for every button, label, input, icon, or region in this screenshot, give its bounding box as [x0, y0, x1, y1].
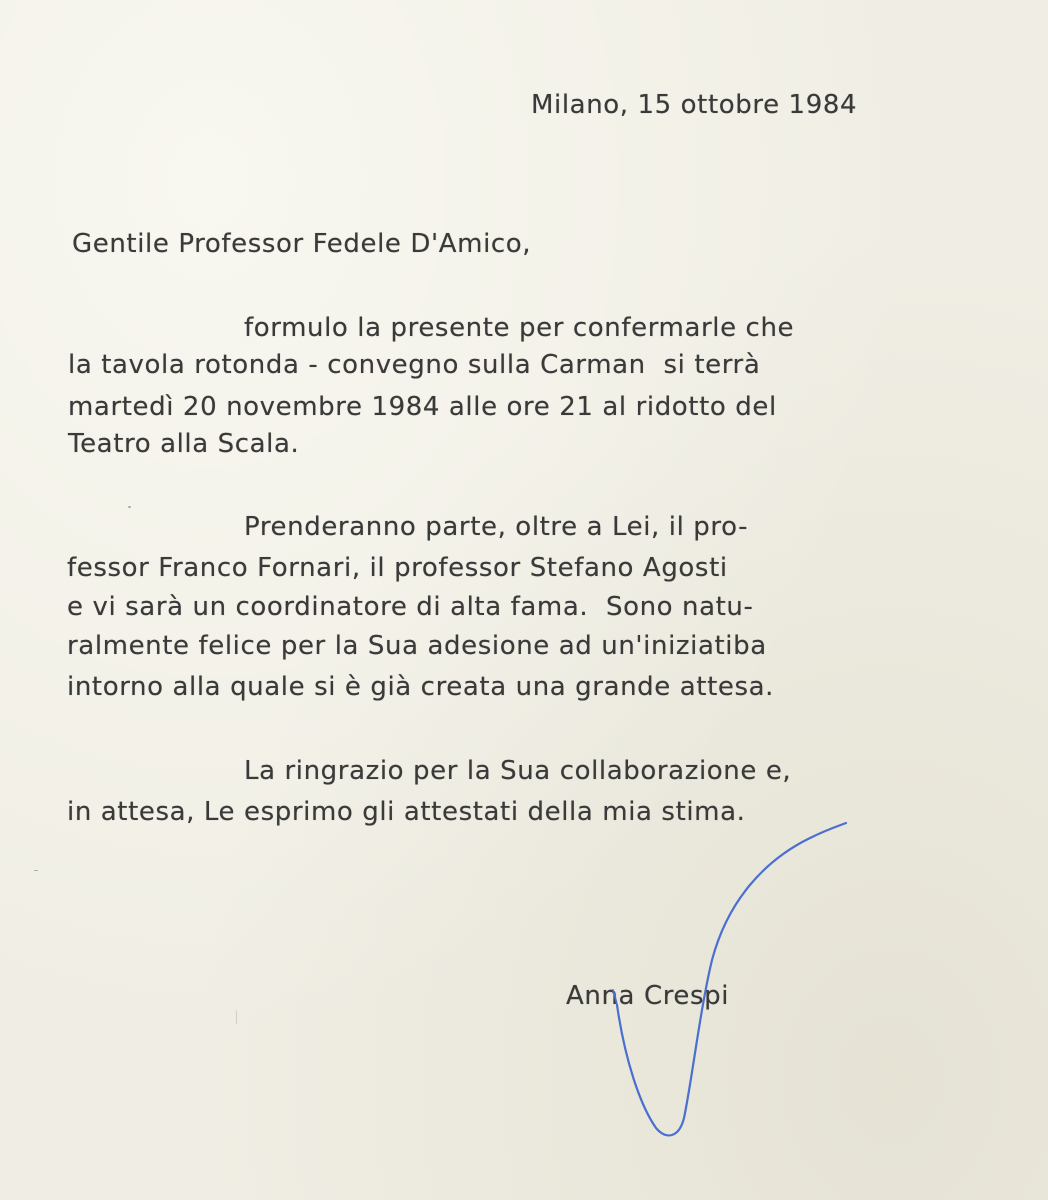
- paper-speck: [128, 506, 131, 508]
- paragraph-line: Teatro alla Scala.: [68, 429, 300, 459]
- salutation: Gentile Professor Fedele D'Amico,: [72, 229, 532, 259]
- signature-stroke: [617, 823, 846, 1135]
- paragraph-line: e vi sarà un coordinatore di alta fama. Sono natu-: [67, 592, 754, 622]
- paragraph-line: formulo la presente per confermarle che: [244, 313, 795, 343]
- paper-speck: [236, 1010, 237, 1024]
- paper-speck: [34, 870, 38, 871]
- paragraph-line: Prenderanno parte, oltre a Lei, il pro-: [244, 512, 749, 542]
- paragraph-line: fessor Franco Fornari, il professor Stefano Agosti: [67, 553, 728, 583]
- paragraph-line: in attesa, Le esprimo gli attestati della mia stima.: [67, 797, 746, 827]
- paragraph-line: La ringrazio per la Sua collaborazione e,: [244, 756, 792, 786]
- paragraph-line: ralmente felice per la Sua adesione ad un'iniziatiba: [67, 631, 767, 661]
- paragraph-line: intorno alla quale si è già creata una grande attesa.: [67, 672, 774, 702]
- signer-name: Anna Crespi: [566, 981, 730, 1011]
- paragraph-line: la tavola rotonda - convegno sulla Carman si terrà: [68, 350, 761, 380]
- paragraph-line: martedì 20 novembre 1984 alle ore 21 al ridotto del: [68, 392, 777, 422]
- date-line: Milano, 15 ottobre 1984: [531, 90, 858, 120]
